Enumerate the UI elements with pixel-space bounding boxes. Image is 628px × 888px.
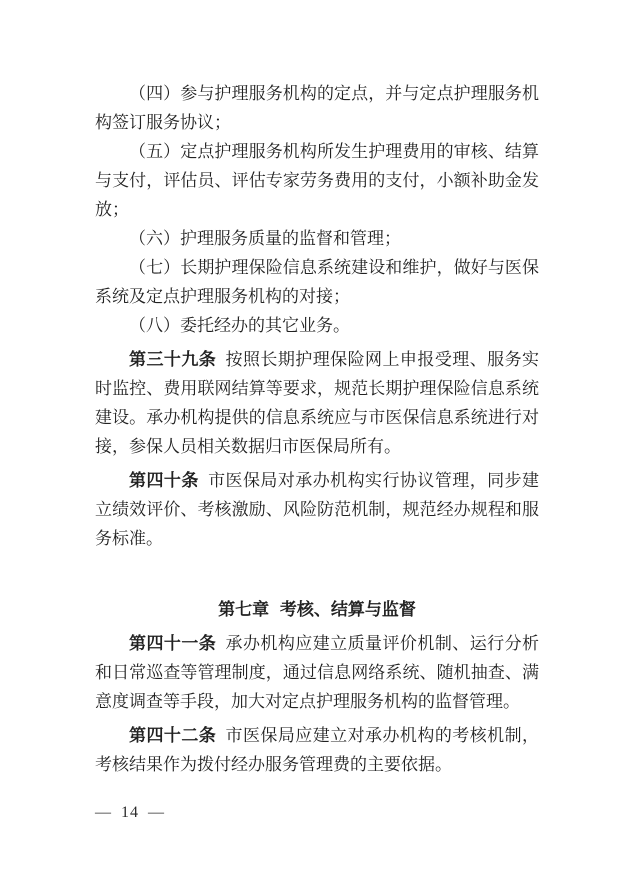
list-item-paragraph: （八）委托经办的其它业务。 (129, 316, 350, 335)
list-item-paragraph: （五）定点护理服务机构所发生护理费用的审核、结算与支付，评估员、评估专家劳务费用的支付，小额补助金发放； (95, 142, 539, 219)
list-item-paragraph: （七）长期护理保险信息系统建设和维护，做好与医保系统及定点护理服务机构的对接； (95, 258, 539, 306)
list-item-paragraph: （六）护理服务质量的监督和管理； (129, 229, 401, 248)
article-paragraph: 第三十九条 按照长期护理保险网上申报受理、服务实时监控、费用联网结算等要求，规范长期护理保险信息系统建设。承办机构提供的信息系统应与市医保信息系统进行对接，参保人员相关数据归市医保局所有。 (95, 350, 540, 456)
article-number: 第四十条 (129, 471, 199, 490)
article-number: 第四十一条 (129, 634, 217, 653)
article-paragraph: 第四十二条 市医保局应建立对承办机构的考核机制，考核结果作为拨付经办服务管理费的主要依据。 (95, 726, 540, 774)
page-number: — 14 — (95, 804, 165, 821)
chapter-heading: 第七章 考核、结算与监督 (218, 600, 416, 619)
article-number: 第四十二条 (129, 726, 217, 745)
list-item-paragraph: （四）参与护理服务机构的定点，并与定点护理服务机构签订服务协议； (95, 84, 539, 132)
document-body (95, 79, 539, 779)
article-paragraph: 第四十一条 承办机构应建立质量评价机制、运行分析和日常巡查等管理制度，通过信息网络系统、随机抽查、满意度调查等手段，加大对定点护理服务机构的监督管理。 (95, 634, 540, 711)
article-number: 第三十九条 (129, 350, 217, 369)
article-paragraph: 第四十条 市医保局对承办机构实行协议管理，同步建立绩效评价、考核激励、风险防范机制，规范经办规程和服务标准。 (95, 471, 540, 548)
